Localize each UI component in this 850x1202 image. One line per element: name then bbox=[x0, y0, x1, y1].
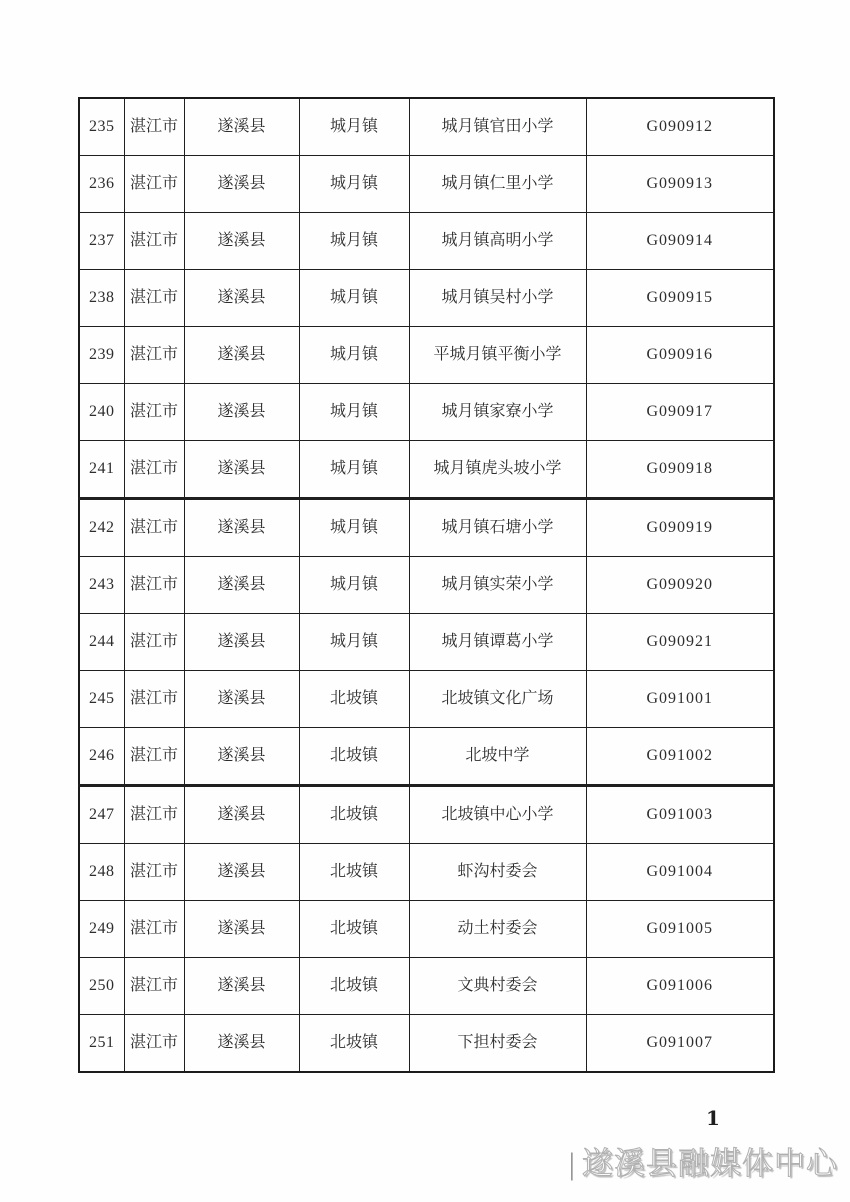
cell-city: 湛江市 bbox=[124, 384, 184, 441]
cell-city: 湛江市 bbox=[124, 614, 184, 671]
cell-no: 245 bbox=[79, 671, 124, 728]
cell-county: 遂溪县 bbox=[184, 1015, 299, 1073]
table-row bbox=[79, 671, 774, 728]
cell-site: 虾沟村委会 bbox=[409, 844, 586, 901]
cell-county: 遂溪县 bbox=[184, 98, 299, 156]
cell-town: 城月镇 bbox=[299, 98, 409, 156]
cell-county: 遂溪县 bbox=[184, 728, 299, 786]
cell-county: 遂溪县 bbox=[184, 156, 299, 213]
cell-site: 平城月镇平衡小学 bbox=[409, 327, 586, 384]
cell-city: 湛江市 bbox=[124, 728, 184, 786]
cell-code: G091002 bbox=[586, 728, 774, 786]
cell-no: 251 bbox=[79, 1015, 124, 1073]
cell-code: G091003 bbox=[586, 786, 774, 844]
polling-station-table bbox=[78, 97, 775, 1073]
cell-town: 北坡镇 bbox=[299, 671, 409, 728]
cell-code: G090920 bbox=[586, 557, 774, 614]
cell-county: 遂溪县 bbox=[184, 557, 299, 614]
cell-no: 246 bbox=[79, 728, 124, 786]
cell-town: 城月镇 bbox=[299, 499, 409, 557]
cell-site: 城月镇高明小学 bbox=[409, 213, 586, 270]
cell-city: 湛江市 bbox=[124, 327, 184, 384]
cell-no: 249 bbox=[79, 901, 124, 958]
cell-no: 250 bbox=[79, 958, 124, 1015]
cell-town: 北坡镇 bbox=[299, 786, 409, 844]
cell-town: 城月镇 bbox=[299, 213, 409, 270]
cell-no: 247 bbox=[79, 786, 124, 844]
table-row bbox=[79, 98, 774, 156]
cell-site: 城月镇吴村小学 bbox=[409, 270, 586, 327]
cell-town: 城月镇 bbox=[299, 270, 409, 327]
cell-city: 湛江市 bbox=[124, 671, 184, 728]
cell-county: 遂溪县 bbox=[184, 671, 299, 728]
cell-county: 遂溪县 bbox=[184, 786, 299, 844]
cell-no: 239 bbox=[79, 327, 124, 384]
cell-city: 湛江市 bbox=[124, 213, 184, 270]
cell-code: G091004 bbox=[586, 844, 774, 901]
cell-city: 湛江市 bbox=[124, 98, 184, 156]
cell-town: 城月镇 bbox=[299, 557, 409, 614]
cell-code: G090917 bbox=[586, 384, 774, 441]
cell-city: 湛江市 bbox=[124, 901, 184, 958]
cell-code: G090921 bbox=[586, 614, 774, 671]
table-row bbox=[79, 958, 774, 1015]
cell-city: 湛江市 bbox=[124, 958, 184, 1015]
cell-site: 北坡镇文化广场 bbox=[409, 671, 586, 728]
cell-county: 遂溪县 bbox=[184, 270, 299, 327]
table-row bbox=[79, 901, 774, 958]
cell-county: 遂溪县 bbox=[184, 844, 299, 901]
table-row bbox=[79, 213, 774, 270]
table-row bbox=[79, 844, 774, 901]
cell-code: G090915 bbox=[586, 270, 774, 327]
watermark-bar: | bbox=[568, 1146, 576, 1181]
cell-no: 244 bbox=[79, 614, 124, 671]
table-row bbox=[79, 728, 774, 786]
cell-no: 235 bbox=[79, 98, 124, 156]
cell-town: 北坡镇 bbox=[299, 1015, 409, 1073]
cell-city: 湛江市 bbox=[124, 441, 184, 499]
cell-code: G090916 bbox=[586, 327, 774, 384]
cell-code: G090913 bbox=[586, 156, 774, 213]
table-row bbox=[79, 327, 774, 384]
cell-county: 遂溪县 bbox=[184, 614, 299, 671]
cell-city: 湛江市 bbox=[124, 1015, 184, 1073]
cell-code: G090918 bbox=[586, 441, 774, 499]
cell-code: G091006 bbox=[586, 958, 774, 1015]
cell-town: 北坡镇 bbox=[299, 844, 409, 901]
cell-county: 遂溪县 bbox=[184, 901, 299, 958]
cell-no: 237 bbox=[79, 213, 124, 270]
table-row bbox=[79, 270, 774, 327]
cell-site: 文典村委会 bbox=[409, 958, 586, 1015]
cell-city: 湛江市 bbox=[124, 499, 184, 557]
table-row bbox=[79, 156, 774, 213]
cell-code: G091005 bbox=[586, 901, 774, 958]
cell-site: 城月镇家寮小学 bbox=[409, 384, 586, 441]
table-row bbox=[79, 441, 774, 499]
cell-site: 城月镇虎头坡小学 bbox=[409, 441, 586, 499]
cell-town: 城月镇 bbox=[299, 327, 409, 384]
cell-site: 城月镇石塘小学 bbox=[409, 499, 586, 557]
table-row bbox=[79, 1015, 774, 1073]
cell-no: 241 bbox=[79, 441, 124, 499]
cell-city: 湛江市 bbox=[124, 557, 184, 614]
table-body bbox=[79, 98, 774, 1072]
cell-county: 遂溪县 bbox=[184, 384, 299, 441]
cell-town: 城月镇 bbox=[299, 156, 409, 213]
cell-site: 城月镇谭葛小学 bbox=[409, 614, 586, 671]
cell-town: 城月镇 bbox=[299, 614, 409, 671]
cell-town: 北坡镇 bbox=[299, 728, 409, 786]
cell-site: 北坡中学 bbox=[409, 728, 586, 786]
table-row bbox=[79, 499, 774, 557]
cell-city: 湛江市 bbox=[124, 156, 184, 213]
cell-site: 北坡镇中心小学 bbox=[409, 786, 586, 844]
table-row bbox=[79, 384, 774, 441]
cell-county: 遂溪县 bbox=[184, 958, 299, 1015]
cell-county: 遂溪县 bbox=[184, 499, 299, 557]
cell-city: 湛江市 bbox=[124, 786, 184, 844]
cell-code: G090912 bbox=[586, 98, 774, 156]
cell-code: G090914 bbox=[586, 213, 774, 270]
cell-no: 240 bbox=[79, 384, 124, 441]
cell-site: 动土村委会 bbox=[409, 901, 586, 958]
cell-site: 城月镇实荣小学 bbox=[409, 557, 586, 614]
table-row bbox=[79, 786, 774, 844]
watermark-text: 遂溪县融媒体中心 bbox=[582, 1146, 838, 1181]
cell-site: 城月镇官田小学 bbox=[409, 98, 586, 156]
cell-no: 236 bbox=[79, 156, 124, 213]
cell-code: G090919 bbox=[586, 499, 774, 557]
cell-no: 243 bbox=[79, 557, 124, 614]
cell-site: 城月镇仁里小学 bbox=[409, 156, 586, 213]
cell-no: 248 bbox=[79, 844, 124, 901]
page-number: 1 bbox=[706, 1106, 720, 1130]
cell-no: 242 bbox=[79, 499, 124, 557]
cell-code: G091007 bbox=[586, 1015, 774, 1073]
table-row bbox=[79, 614, 774, 671]
cell-city: 湛江市 bbox=[124, 270, 184, 327]
cell-town: 城月镇 bbox=[299, 384, 409, 441]
cell-county: 遂溪县 bbox=[184, 213, 299, 270]
cell-code: G091001 bbox=[586, 671, 774, 728]
cell-no: 238 bbox=[79, 270, 124, 327]
cell-county: 遂溪县 bbox=[184, 327, 299, 384]
cell-site: 下担村委会 bbox=[409, 1015, 586, 1073]
cell-city: 湛江市 bbox=[124, 844, 184, 901]
cell-county: 遂溪县 bbox=[184, 441, 299, 499]
cell-town: 北坡镇 bbox=[299, 901, 409, 958]
cell-town: 城月镇 bbox=[299, 441, 409, 499]
table-row bbox=[79, 557, 774, 614]
cell-town: 北坡镇 bbox=[299, 958, 409, 1015]
watermark bbox=[569, 1138, 838, 1183]
